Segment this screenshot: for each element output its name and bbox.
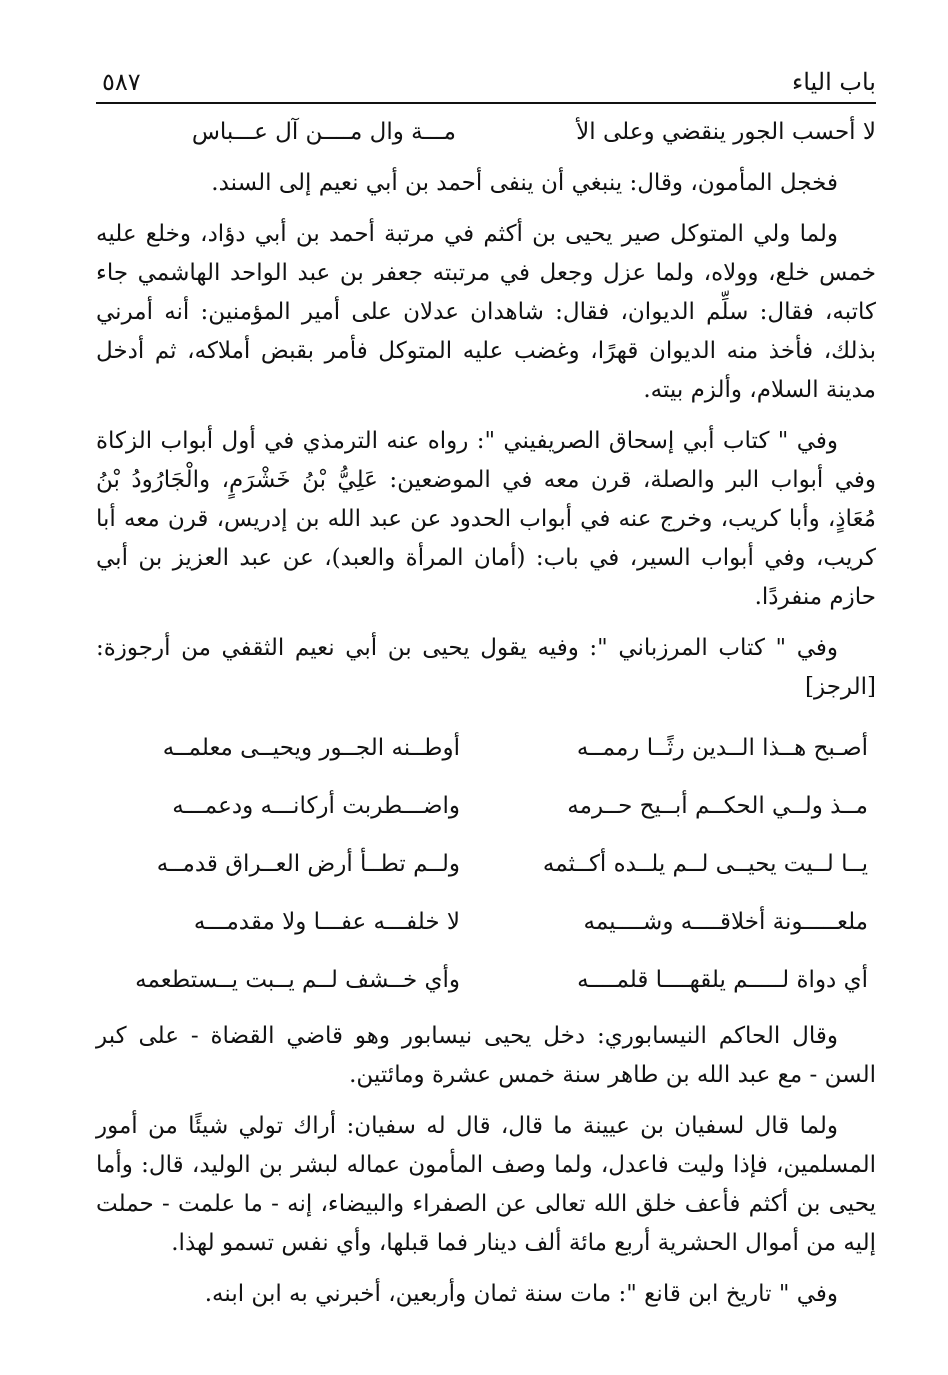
paragraph: وقال الحاكم النيسابوري: دخل يحيى نيسابور وهو قاضي القضاة - على كبر السن - مع عبد الله بن طاهر سنة خمس عشرة ومائتين. (96, 1023, 876, 1088)
verse-second-hemistich: واضـــطربت أركانـــه ودعمـــه (172, 793, 460, 819)
verse-first-hemistich: لا أحسب الجور ينقضي وعلى الأ (576, 119, 876, 145)
poem-verse (96, 777, 876, 835)
verse-first-hemistich: يــا لــيت يحيــى لــم يلــده أكــثمه (542, 851, 868, 877)
poem-verse (96, 951, 876, 1009)
paragraph: وفي " كتاب المرزباني ": وفيه يقول يحيى بن أبي نعيم الثقفي من أرجوزة: [الرجز] (96, 635, 876, 700)
poem (96, 719, 876, 1009)
verse-second-hemistich: أوطــنه الجــور ويحيــى معلمــه (162, 735, 460, 761)
verse-second-hemistich: لا خلفـــه عفـــا ولا مقدمـــه (193, 909, 460, 935)
verse-first-hemistich: أي دواة لـــــم يلقهــــا قلمــــه (577, 967, 868, 993)
verse-first-hemistich: أصـبح هــذا الــدين رثًــا رممــه (576, 735, 868, 761)
page-body (96, 108, 876, 1326)
verse-second-hemistich: مـــة وال مــــن آل عـــباس (191, 119, 456, 145)
verse-second-hemistich: ولــم تطــأ أرض العــراق قدمــه (156, 851, 460, 877)
page-header (96, 62, 876, 104)
top-verse (96, 108, 876, 156)
poem-verse (96, 835, 876, 893)
paragraph: فخجل المأمون، وقال: ينبغي أن ينفى أحمد بن أبي نعيم إلى السند. (211, 170, 838, 196)
paragraph: وفي " تاريخ ابن قانع ": مات سنة ثمان وأربعين، أخبرني به ابن ابنه. (204, 1281, 838, 1307)
poem-verse (96, 719, 876, 777)
chapter-title: باب الياء (791, 68, 876, 96)
paragraph: ولما ولي المتوكل صير يحيى بن أكثم في مرتبة أحمد بن أبي دؤاد، وخلع عليه خمس خلع، وولاه، ولما عزل وجعل في مرتبته جعفر بن عبد الواحد الهاشمي جاء كاتبه، فقال: سلِّم الديوان، فقال: شاهدان عدلان على أمير المؤمنين: أنه أمرني بذلك، فأخذ منه الديوان قهرًا، وغضب عليه المتوكل فأمر بقبض أملاكه، ثم أدخل مدينة السلام، وألزم بيته. (96, 221, 876, 403)
page-number: ٥٨٧ (102, 68, 141, 96)
verse-first-hemistich: ملعـــــونة أخلاقــــه وشــــيمه (583, 909, 868, 935)
poem-verse (96, 893, 876, 951)
paragraph: ولما قال لسفيان بن عيينة ما قال، قال له سفيان: أراك تولي شيئًا من أمور المسلمين، فإذا وليت فاعدل، ولما وصف المأمون عماله لبشر بن الوليد، قال: وأما يحيى بن أكثم فأعف خلق الله تعالى عن الصفراء والبيضاء، إنه - ما علمت - حملت إليه من أموال الحشرية أربع مائة ألف دينار فما قبلها، وأي نفس تسمو لهذا. (96, 1113, 876, 1256)
verse-first-hemistich: مــذ ولــي الحكــم أبــيح حــرمه (567, 793, 868, 819)
verse-second-hemistich: وأي خــشف لــم يــبت يــستطعمه (135, 967, 460, 993)
paragraph: وفي " كتاب أبي إسحاق الصريفيني ": رواه عنه الترمذي في أول أبواب الزكاة وفي أبواب البر والصلة، قرن معه في الموضعين: عَلِيُّ بْنُ خَشْرَمٍ، والْجَارُودُ بْنُ مُعَاذٍ، وأبا كريب، وخرج عنه في أبواب الحدود عن عبد الله بن إدريس، قرن معه أبا كريب، وفي أبواب السير، في باب: (أمان المرأة والعبد)، عن عبد العزيز بن أبي حازم منفردًا. (96, 428, 876, 610)
